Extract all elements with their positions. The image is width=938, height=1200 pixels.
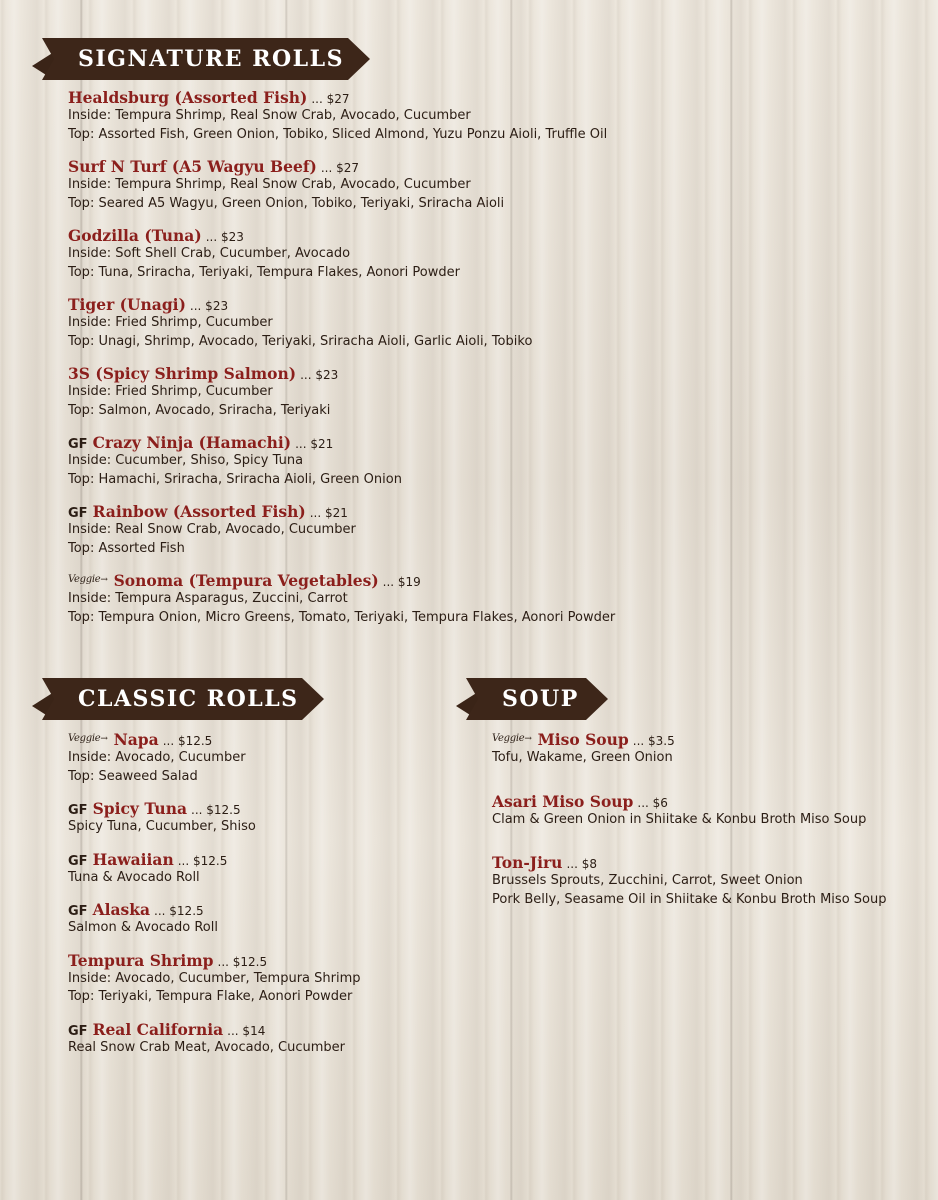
menu-item-header (68, 1020, 452, 1039)
menu-item-description: Brussels Sprouts, Zucchini, Carrot, Sweet Onion (492, 873, 803, 888)
gluten-free-badge: GF (68, 1023, 88, 1039)
menu-item-name: Spicy Tuna (92, 799, 188, 818)
menu-item (68, 364, 672, 420)
menu-item-description: Inside: Avocado, Cucumber (68, 750, 246, 765)
menu-item-header (68, 226, 672, 245)
menu-item (492, 730, 916, 768)
menu-item-header (68, 88, 672, 107)
menu-item-price: ... $23 (300, 368, 339, 382)
menu-item-name: Crazy Ninja (Hamachi) (92, 433, 292, 452)
menu-item (68, 295, 672, 351)
menu-item-header (68, 799, 452, 818)
menu-item-name: Miso Soup (537, 730, 629, 749)
menu-item-header (68, 850, 452, 869)
classic-items (68, 730, 452, 1057)
menu-item-description: Inside: Fried Shrimp, Cucumber (68, 315, 273, 330)
menu-item (68, 951, 452, 1007)
menu-item-price: ... $3.5 (632, 734, 675, 748)
menu-item-header (492, 730, 916, 749)
menu-item-price: ... $23 (189, 299, 229, 313)
veggie-badge: Veggie → (68, 574, 108, 585)
soup-section (456, 678, 916, 909)
menu-item-description: Top: Tempura Onion, Micro Greens, Tomato, Teriyaki, Tempura Flakes, Aonori Powder (68, 609, 616, 625)
menu-item-price: ... $21 (295, 437, 334, 451)
menu-item-description: Pork Belly, Seasame Oil in Shiitake & Konbu Broth Miso Soup (492, 891, 887, 907)
signature-rolls-section (32, 38, 672, 627)
menu-item-price: ... $14 (227, 1023, 266, 1038)
menu-item-header (68, 730, 452, 749)
menu-item-description: Inside: Tempura Shrimp, Real Snow Crab, Avocado, Cucumber (68, 177, 471, 192)
menu-item-description: Top: Teriyaki, Tempura Flake, Aonori Powder (68, 989, 353, 1004)
menu-item-name: Napa (113, 730, 159, 749)
gluten-free-badge: GF (68, 853, 88, 869)
menu-item-name: Godzilla (Tuna) (68, 226, 202, 245)
menu-item-header (68, 295, 672, 314)
veggie-badge: Veggie → (492, 733, 532, 744)
menu-item-header (68, 900, 452, 919)
menu-item-name: Hawaiian (92, 849, 174, 869)
menu-item-price: ... $12.5 (217, 954, 268, 969)
menu-item-header (68, 157, 672, 176)
menu-item-header (68, 502, 672, 521)
menu-item-name: Tempura Shrimp (68, 950, 214, 970)
menu-item-description: Inside: Tempura Shrimp, Real Snow Crab, Avocado, Cucumber (68, 108, 471, 123)
menu-item (68, 571, 672, 627)
menu-item-price: ... $23 (205, 230, 244, 244)
menu-item (68, 88, 672, 144)
menu-item-name: Asari Miso Soup (492, 791, 634, 811)
menu-item (492, 853, 916, 909)
menu-item-name: Sonoma (Tempura Vegetables) (113, 571, 379, 590)
menu-item-description: Inside: Cucumber, Shiso, Spicy Tuna (68, 453, 304, 468)
menu-item-description: Inside: Real Snow Crab, Avocado, Cucumber (68, 522, 356, 537)
menu-item-description: Top: Hamachi, Sriracha, Sriracha Aioli, Green Onion (68, 471, 402, 487)
menu-item-name: 3S (Spicy Shrimp Salmon) (68, 364, 297, 383)
menu-item-description: Inside: Tempura Asparagus, Zuccini, Carrot (68, 591, 348, 606)
menu-item (68, 730, 452, 786)
menu-item-header (68, 364, 672, 383)
menu-item-description: Inside: Fried Shrimp, Cucumber (68, 384, 273, 399)
menu-item (68, 799, 452, 837)
signature-rolls-banner (32, 38, 370, 80)
menu-item-price: ... $12.5 (162, 734, 213, 748)
soup-banner (456, 678, 608, 720)
gluten-free-badge: GF (68, 506, 88, 521)
menu-item-description: Top: Assorted Fish (68, 540, 185, 556)
menu-item-header (68, 951, 452, 970)
gluten-free-badge: GF (68, 803, 88, 818)
menu-item-description: Top: Tuna, Sriracha, Teriyaki, Tempura Flakes, Aonori Powder (68, 264, 460, 280)
menu-item (68, 502, 672, 558)
menu-item-header (492, 792, 916, 811)
menu-item-header (68, 571, 672, 590)
menu-item (492, 792, 916, 830)
veggie-badge: Veggie → (68, 733, 108, 744)
menu-item-price: ... $12.5 (154, 904, 204, 918)
section-title: CLASSIC ROLLS (78, 686, 299, 712)
menu-item-name: Alaska (92, 900, 151, 919)
menu-item-name: Surf N Turf (A5 Wagyu Beef) (68, 157, 317, 176)
menu-item-description: Real Snow Crab Meat, Avocado, Cucumber (68, 1039, 346, 1055)
menu-item-description: Top: Seared A5 Wagyu, Green Onion, Tobiko, Teriyaki, Sriracha Aioli (68, 195, 505, 211)
classic-rolls-banner (32, 678, 324, 720)
menu-item-description: Top: Seaweed Salad (68, 768, 198, 784)
menu-item-price: ... $12.5 (191, 803, 241, 817)
menu-item-description: Salmon & Avocado Roll (68, 920, 218, 935)
menu-item (68, 157, 672, 213)
menu-item-price: ... $21 (309, 506, 348, 520)
menu-item-price: ... $27 (320, 161, 360, 175)
menu-item-description: Spicy Tuna, Cucumber, Shiso (68, 819, 256, 834)
menu-item-name: Ton-Jiru (492, 853, 563, 872)
menu-item-name: Real California (92, 1019, 224, 1039)
gluten-free-badge: GF (68, 904, 88, 919)
classic-rolls-section (32, 678, 452, 1057)
menu-item-description: Clam & Green Onion in Shiitake & Konbu Broth Miso Soup (492, 811, 867, 827)
menu-item-price: ... $12.5 (177, 853, 228, 868)
menu-item-name: Healdsburg (Assorted Fish) (68, 88, 308, 107)
menu-item-description: Tofu, Wakame, Green Onion (492, 750, 673, 765)
menu-item-price: ... $6 (637, 795, 668, 810)
menu-item (68, 1020, 452, 1058)
soup-items (492, 730, 916, 909)
menu-item-price: ... $19 (382, 575, 421, 589)
menu-item (68, 433, 672, 489)
gluten-free-badge: GF (68, 437, 88, 452)
menu-item-price: ... $27 (311, 92, 350, 106)
menu-item-name: Rainbow (Assorted Fish) (92, 502, 306, 521)
menu-item-description: Top: Salmon, Avocado, Sriracha, Teriyaki (68, 402, 331, 418)
menu-item-description: Top: Assorted Fish, Green Onion, Tobiko, Sliced Almond, Yuzu Ponzu Aioli, Truffle Oil (68, 126, 608, 142)
section-title: SIGNATURE ROLLS (78, 46, 344, 72)
signature-items (68, 88, 672, 627)
menu-item-description: Tuna & Avocado Roll (68, 869, 200, 885)
menu-item (68, 226, 672, 282)
menu-item-header (492, 853, 916, 872)
menu-item-description: Inside: Avocado, Cucumber, Tempura Shrimp (68, 970, 361, 986)
menu-item-description: Top: Unagi, Shrimp, Avocado, Teriyaki, Sriracha Aioli, Garlic Aioli, Tobiko (68, 333, 533, 349)
menu-item-name: Tiger (Unagi) (68, 295, 186, 314)
menu-item-description: Inside: Soft Shell Crab, Cucumber, Avocado (68, 246, 351, 261)
section-title: SOUP (502, 686, 579, 712)
menu-item-header (68, 433, 672, 452)
menu-item (68, 850, 452, 888)
menu-item-price: ... $8 (566, 857, 597, 871)
menu-item (68, 900, 452, 938)
